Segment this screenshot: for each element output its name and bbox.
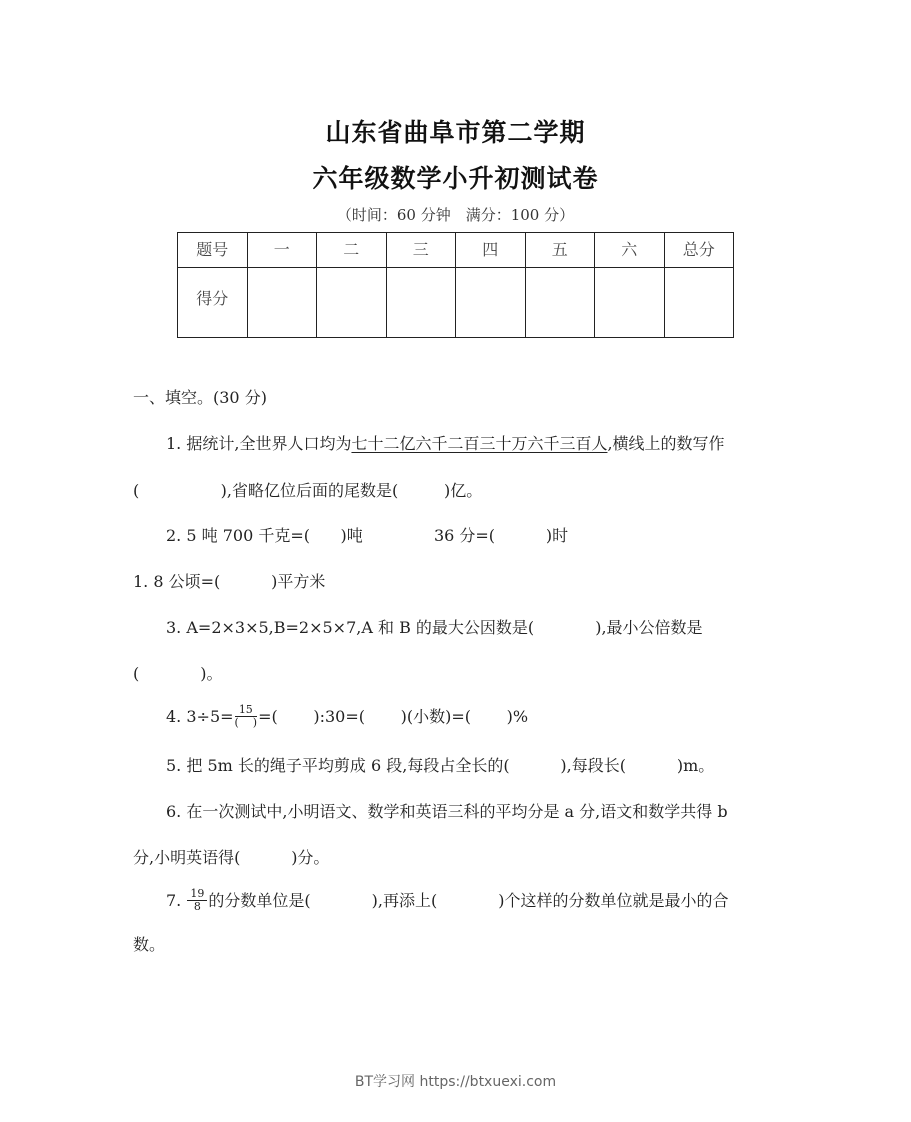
score-cell[interactable] xyxy=(317,268,387,338)
score-cell[interactable] xyxy=(664,268,734,338)
score-cell[interactable] xyxy=(525,268,595,338)
exam-title-line1: 山东省曲阜市第二学期 xyxy=(325,118,586,147)
q7-suffix: 的分数单位是( ),再添上( )个这样的分数单位就是最小的合 xyxy=(208,891,729,910)
question-4 xyxy=(166,704,528,730)
header-cell: 一 xyxy=(247,233,317,268)
header-cell: 三 xyxy=(386,233,456,268)
q4-fraction xyxy=(235,704,258,729)
score-row-label: 得分 xyxy=(178,268,248,338)
header-cell: 总分 xyxy=(664,233,734,268)
q1-suffix: ,横线上的数写作 xyxy=(607,434,725,453)
score-cell[interactable] xyxy=(386,268,456,338)
score-cell[interactable] xyxy=(595,268,665,338)
exam-subtitle: （时间：60 分钟 满分：100 分） xyxy=(336,206,575,224)
question-5: 5. 把 5m 长的绳子平均剪成 6 段,每段占全长的( ),每段长( )m。 xyxy=(166,756,715,775)
exam-title-line2: 六年级数学小升初测试卷 xyxy=(312,164,599,193)
q1-underlined-number: 七十二亿六千二百三十万六千三百人 xyxy=(351,434,608,453)
header-cell: 六 xyxy=(595,233,665,268)
section-heading: 一、填空。(30 分) xyxy=(133,388,267,407)
question-6-line1: 6. 在一次测试中,小明语文、数学和英语三科的平均分是 a 分,语文和数学共得 b xyxy=(166,802,728,821)
q7-fraction xyxy=(187,888,207,913)
question-3-line1: 3. A=2×3×5,B=2×5×7,A 和 B 的最大公因数是( ),最小公倍数是 xyxy=(166,618,703,637)
q4-fraction-denominator: ( ) xyxy=(234,716,258,729)
header-cell: 二 xyxy=(317,233,387,268)
header-cell: 题号 xyxy=(178,233,248,268)
question-2-line1: 2. 5 吨 700 千克=( )吨 36 分=( )时 xyxy=(166,526,569,545)
question-6-line2: 分,小明英语得( )分。 xyxy=(133,848,330,867)
score-cell[interactable] xyxy=(456,268,526,338)
score-table xyxy=(177,232,734,338)
header-cell: 五 xyxy=(525,233,595,268)
q7-fraction-numerator: 19 xyxy=(187,888,207,901)
score-table-score-row xyxy=(178,268,734,338)
score-table-header-row xyxy=(178,233,734,268)
q4-fraction-numerator: 15 xyxy=(235,704,258,717)
question-7-line1 xyxy=(166,888,728,914)
q7-prefix: 7. xyxy=(166,891,187,910)
q7-fraction-denominator: 8 xyxy=(193,900,201,913)
question-7-line2: 数。 xyxy=(133,935,166,954)
q4-prefix: 4. 3÷5= xyxy=(166,707,234,726)
q1-prefix: 1. 据统计,全世界人口均为 xyxy=(166,434,352,453)
question-1-line2: ( ),省略亿位后面的尾数是( )亿。 xyxy=(133,481,483,500)
footer-watermark: BT学习网 https://btxuexi.com xyxy=(354,1074,557,1090)
question-1-line1 xyxy=(166,431,725,454)
question-2-line2: 1. 8 公顷=( )平方米 xyxy=(133,572,326,591)
score-cell[interactable] xyxy=(247,268,317,338)
q4-suffix: =( ):30=( )(小数)=( )% xyxy=(258,707,529,726)
question-3-line2: ( )。 xyxy=(133,664,223,683)
header-cell: 四 xyxy=(456,233,526,268)
